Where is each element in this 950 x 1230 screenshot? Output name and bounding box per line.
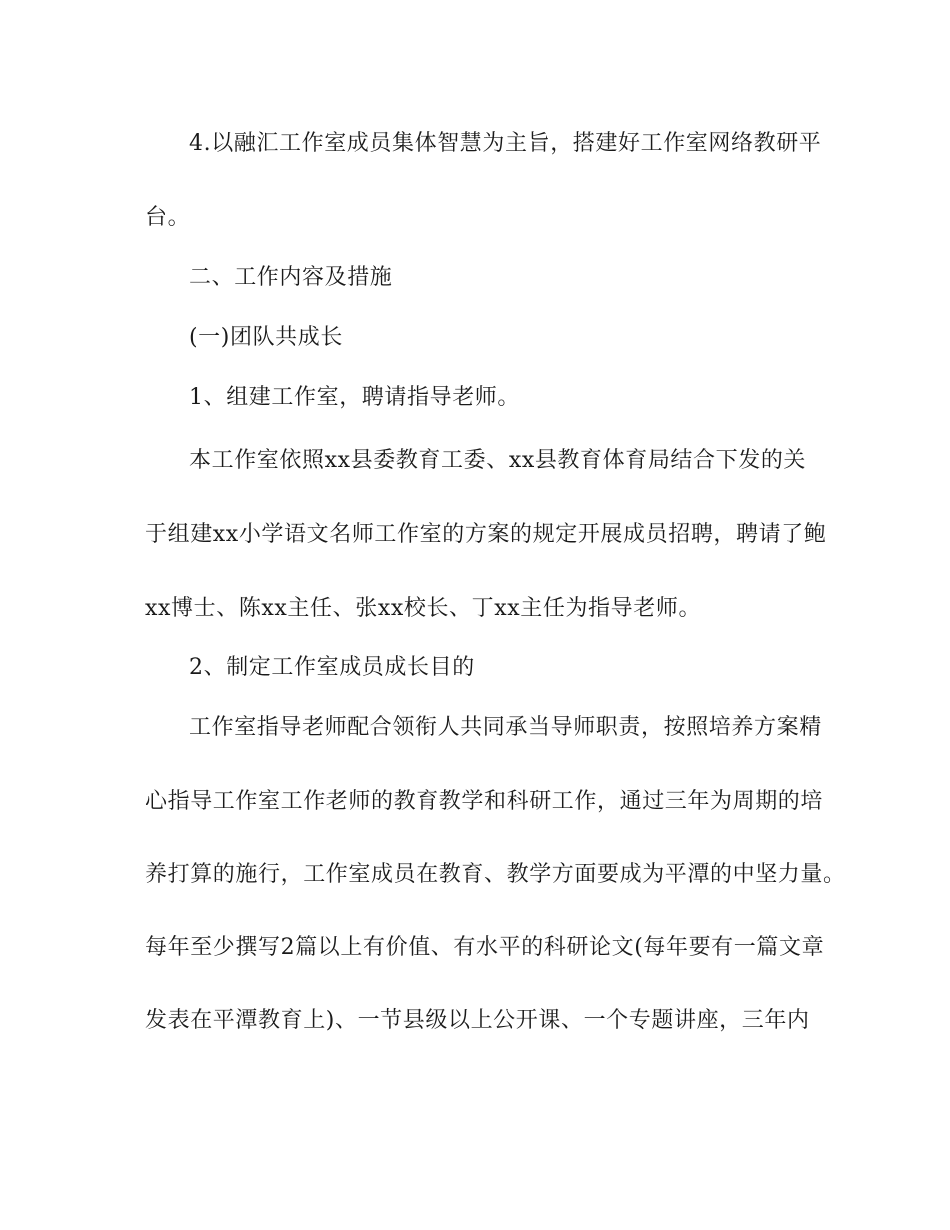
paragraph-line: xx博士、陈xx主任、张xx校长、丁xx主任为指导老师。: [145, 596, 702, 621]
section-heading: 二、工作内容及措施: [189, 265, 393, 290]
paragraph-line: 养打算的施行，工作室成员在教育、教学方面要成为平潭的中坚力量。: [145, 862, 846, 887]
item-heading: 1、组建工作室，聘请指导老师。: [189, 385, 520, 410]
subsection-heading: (一)团队共成长: [189, 325, 343, 350]
paragraph-line: 每年至少撰写2篇以上有价值、有水平的科研论文(每年要有一篇文章: [145, 935, 825, 960]
paragraph-line: 本工作室依照xx县委教育工委、xx县教育体育局结合下发的关: [189, 448, 807, 473]
paragraph-line: 工作室指导老师配合领衔人共同承当导师职责，按照培养方案精: [189, 715, 822, 740]
item-heading: 2、制定工作室成员成长目的: [189, 655, 475, 680]
paragraph-line: 于组建xx小学语文名师工作室的方案的规定开展成员招聘，聘请了鲍: [145, 522, 827, 547]
paragraph-line: 心指导工作室工作老师的教育教学和科研工作，通过三年为周期的培: [145, 789, 824, 814]
paragraph-line: 发表在平潭教育上)、一节县级以上公开课、一个专题讲座，三年内: [145, 1008, 810, 1033]
paragraph-line: 台。: [145, 205, 191, 230]
paragraph-line: 4.以融汇工作室成员集体智慧为主旨，搭建好工作室网络教研平: [189, 131, 822, 156]
